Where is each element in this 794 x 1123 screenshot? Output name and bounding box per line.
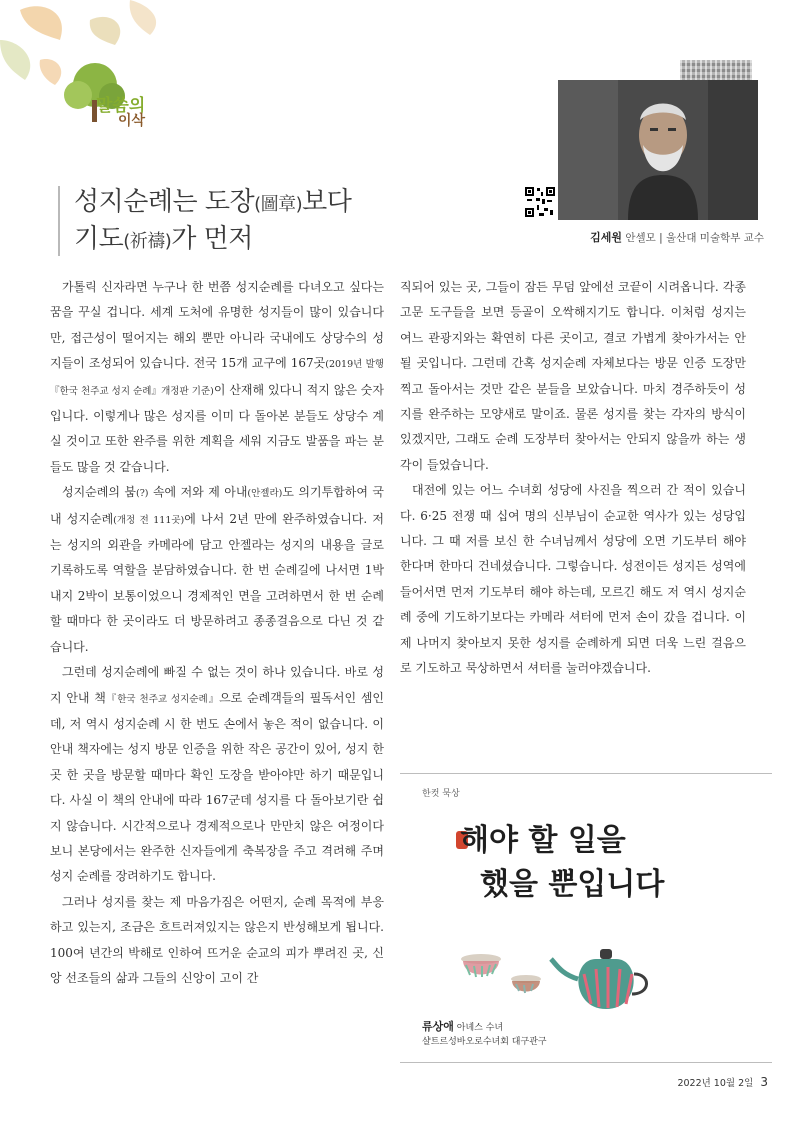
issue-date: 2022년 10월 2일 [677, 1078, 754, 1089]
artist-credit [422, 1020, 547, 1049]
paragraph-text: 가톨릭 신자라면 누구나 한 번쯤 성지순례를 다녀오고 싶다는 꿈을 꾸실 겁니다. 세계 도처에 유명한 성지들이 많이 있습니다만, 접근성이 떨어지는 해외 뿐만 아니라 국내에도 상당수의 성지들이 조성되어 있습니다. 전국 15개 교구에 167곳 [50, 280, 384, 371]
calligraphy-line2: 했을 뿐입니다 [480, 867, 665, 902]
paragraph [50, 275, 384, 480]
paragraph-text: 에 나서 2년 만에 완주하였습니다. 저는 성지의 외관을 카메라에 담고 안젤라는 성지의 내용을 글로 기록하도록 역할을 분담하였습니다. 한 번 순례길에 나서면 1박 내지 2박이 보통이었으니 경제적인 면을 고려하면서 한 번 순례할 때마다 한 곳이라도 더 방문하려고 종종걸음으로 다닌 것 같습니다. [50, 511, 385, 654]
paragraph-text: 으로 순례객들의 필독서인 셈인데, 저 역시 성지순례 시 한 번도 손에서 놓은 적이 없습니다. 이 안내 책자에는 성지 방문 인증을 위한 작은 공간이 있어, 성지 한 곳 한 곳을 방문할 때마다 확인 도장을 받아야만 하기 때문입니다. 사실 이 책의 안내에 따라 167군데 성지를 다 돌아보기란 쉽지 않습니다. 시간적으로나 경제적으로나 만만치 않은 여정이다 보니 본당에서는 완주한 신자들에게 축복장을 주고 격려해 주며 성지 순례를 장려하기도 합니다. [50, 690, 385, 884]
paragraph-note: (?) [136, 488, 149, 500]
paragraph-text: 도 의기투합하여 국내 성지순례 [50, 485, 384, 526]
title-line2-end: 가 먼저 [171, 224, 253, 254]
paragraph-note: 『한국 천주교 성지순례』 [105, 693, 220, 705]
paragraph-note: (개정 전 111곳) [113, 514, 185, 526]
title-line2 [74, 222, 374, 259]
title-accent-bar [58, 186, 60, 256]
column-logo [96, 98, 176, 129]
body-column-right [400, 275, 746, 682]
body-column-left [50, 275, 384, 991]
title-line2-hanja: (祈禱) [123, 231, 172, 252]
title-line1 [74, 185, 374, 222]
paragraph: 그러나 성지를 찾는 제 마음가짐은 어떤지, 순례 목적에 부응하고 있는지, 조금은 흐트러져있지는 않은지 반성해보게 됩니다. 100여 년간의 박해로 인하여 뜨거운 순교의 피가 뿌려진 곳, 신앙 선조들의 삶과 그들의 신앙이 고이 간 [50, 894, 384, 985]
teaset-illustration [456, 929, 656, 1018]
title-line1-hanja: (圖章) [254, 194, 303, 215]
artist-org: 샬트르성바오로수녀회 대구관구 [422, 1037, 547, 1047]
title-line2-text: 기도 [74, 224, 124, 254]
paragraph-text: 성지순례의 붐 [62, 485, 136, 500]
author-photo [558, 80, 758, 220]
paragraph [50, 480, 384, 660]
logo-line2: 이삭 [118, 112, 146, 129]
corner-decoration [0, 0, 200, 160]
paragraph: 대전에 있는 어느 수녀회 성당에 사진을 찍으러 간 적이 있습니다. 6·25 전쟁 때 십여 명의 신부님이 순교한 역사가 있는 성당입니다. 그 때 저를 보신 한 수녀님께서 성당에 오면 기도부터 해야 한다며 한마디 건네셨습니다. 그렇습니다. 성전이든 성지든 성역에 들어서면 먼저 기도부터 해야 하는데, 모르긴 해도 저 역시 성지순례 중에 기도하기보다는 카메라 셔터에 먼저 손이 갔을 겁니다. 이제 나머지 찾아보지 못한 성지를 순례하게 되면 더욱 느린 걸음으로 기도하고 묵상하면서 셔터를 눌러야겠습니다. [400, 483, 746, 676]
paragraph-text: 속에 저와 제 아내 [148, 485, 248, 500]
title-line1-text: 성지순례는 도장 [74, 187, 255, 217]
page-footer [560, 1075, 768, 1089]
leaves-tree-illustration [0, 0, 200, 160]
paragraph: 직되어 있는 곳, 그들이 잠든 무덤 앞에선 코끝이 시려옵니다. 각종 고문 도구들을 보면 등골이 오싹해지기도 합니다. 이처럼 성지는 여느 관광지와는 확연히 다른 곳이고, 결코 가볍게 찾아가서는 안 될 곳입니다. 그런데 간혹 성지순례 자체보다는 방문 인증 도장만 찍고 돌아서는 것만 같은 분들을 보았습니다. 마치 경주하듯이 성지를 완주하는 모양새로 말이죠. 물론 성지를 찾는 각자의 방식이 있겠지만, 그래도 순례 도장부터 찾아서는 안되지 않을까 하는 생각이 들었습니다. [400, 280, 746, 472]
artist-title: 아녜스 수녀 [456, 1023, 504, 1033]
calligraphy [460, 819, 664, 907]
calligraphy-line1: 해야 할 일을 [460, 823, 626, 858]
paragraph-text: 이 산재해 있다니 적지 않은 숫자입니다. 이렇게나 많은 성지를 이미 다 돌아본 분들도 상당수 계실 것이고 또한 완주를 위한 계획을 세워 지금도 발품을 파는 분들도 많을 것 같습니다. [50, 382, 384, 474]
author-detail: 안셀모 | 울산대 미술학부 교수 [625, 232, 764, 244]
artist-name: 류상애 [422, 1020, 454, 1033]
paragraph-note: (2019년 발행『한국 천주교 성지 순례』개정판 기준) [50, 359, 384, 397]
author-name: 김세원 [590, 231, 623, 244]
paragraph-text: 그런데 성지순례에 빠질 수 없는 것이 하나 있습니다. 바로 성지 안내 책 [50, 665, 384, 705]
author-credit [514, 229, 764, 245]
paragraph-note: (안젤라) [247, 488, 283, 500]
meditation-label: 한컷 묵상 [422, 789, 460, 799]
title-line1-end: 보다 [302, 187, 352, 217]
article-title [74, 185, 374, 259]
page-number: 3 [760, 1075, 768, 1089]
qr-code[interactable] [524, 186, 556, 218]
meditation-box [400, 773, 772, 1063]
paragraph [50, 660, 384, 890]
logo-line1: 말씀의 [96, 96, 146, 116]
